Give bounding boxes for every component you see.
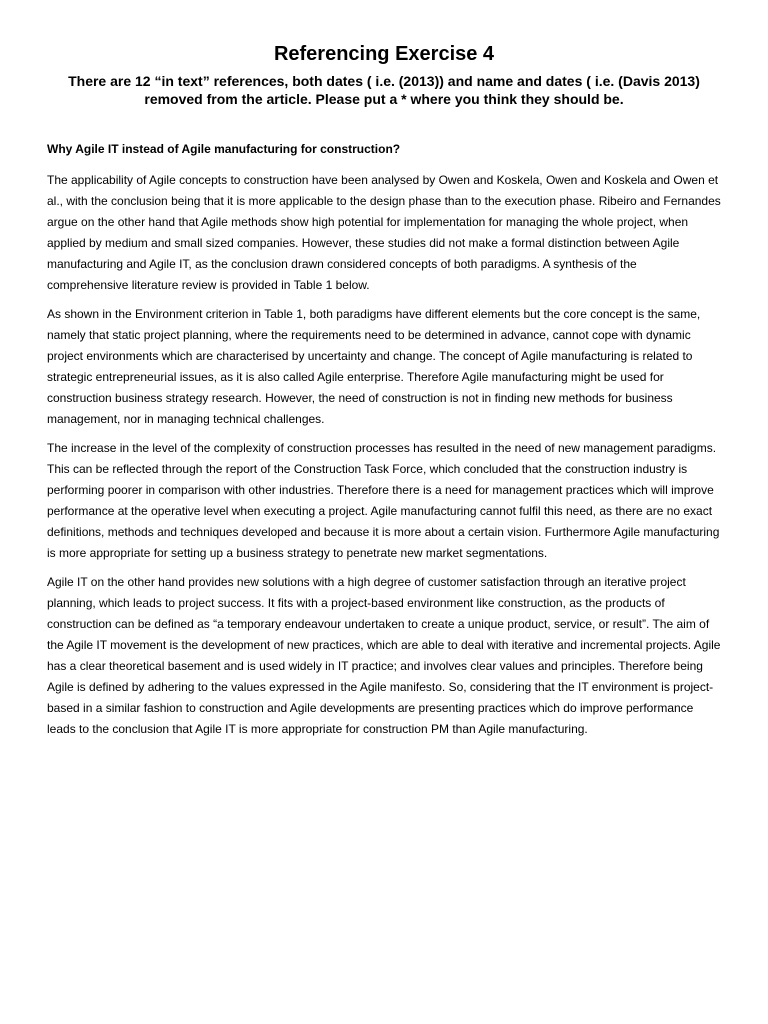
section-heading: Why Agile IT instead of Agile manufacturing for construction? (47, 142, 401, 156)
exercise-instructions: There are 12 “in text” references, both dates ( i.e. (2013)) and name and dates ( i.e. (Davis 2013) removed from the article. Please put a * where you think they should be. (68, 73, 700, 107)
paragraph-2: As shown in the Environment criterion in Table 1, both paradigms have different elements but the core concept is the same, namely that static project planning, where the requirements need to be determined in advance, cannot cope with dynamic project environments which are characterised by uncertainty and change. The concept of Agile manufacturing is related to strategic entrepreneurial issues, as it is also called Agile enterprise. Therefore Agile manufacturing might be used for construction business strategy research. However, the need of construction is not in finding new methods for business management, nor in managing technical challenges. (47, 307, 701, 426)
article-body (47, 140, 721, 748)
document-title: Referencing Exercise 4 (273, 43, 495, 65)
paragraph-3: The increase in the level of the complexity of construction processes has resulted in the need of new management paradigms. This can be reflected through the report of the Construction Task Force, which concluded that the construction industry is performing poorer in comparison with other industries. Therefore there is a need for management practices which will improve performance at the operative level when executing a project. Agile manufacturing cannot fulfil this need, as there are no exact definitions, methods and techniques developed and because it is more about a certain vision. Furthermore Agile manufacturing is more appropriate for setting up a business strategy to penetrate new market segmentations. (47, 441, 720, 560)
paragraph-4: Agile IT on the other hand provides new solutions with a high degree of customer satisfaction through an iterative project planning, which leads to project success. It fits with a project-based environment like construction, as the products of construction can be defined as “a temporary endeavour undertaken to create a unique product, service, or result”. The aim of the Agile IT movement is the development of new practices, which are able to deal with iterative and incremental projects. Agile has a clear theoretical basement and is used widely in IT practice; and involves clear values and principles. Therefore being Agile is defined by adhering to the values expressed in the Agile manifesto. So, considering that the IT environment is project-based in a similar fashion to construction and Agile developments are presenting practices which do improve performance leads to the conclusion that Agile IT is more appropriate for construction PM than Agile manufacturing. (47, 575, 721, 736)
paragraph-1: The applicability of Agile concepts to construction have been analysed by Owen and Koskela, Owen and Koskela and Owen et al., with the conclusion being that it is more applicable to the design phase than to the execution phase. Ribeiro and Fernandes argue on the other hand that Agile methods show high potential for implementation for managing the whole project, when applied by medium and small sized companies. However, these studies did not make a formal distinction between Agile manufacturing and Agile IT, as the conclusion drawn considered concepts of both paradigms. A synthesis of the comprehensive literature review is provided in Table 1 below. (47, 173, 721, 292)
